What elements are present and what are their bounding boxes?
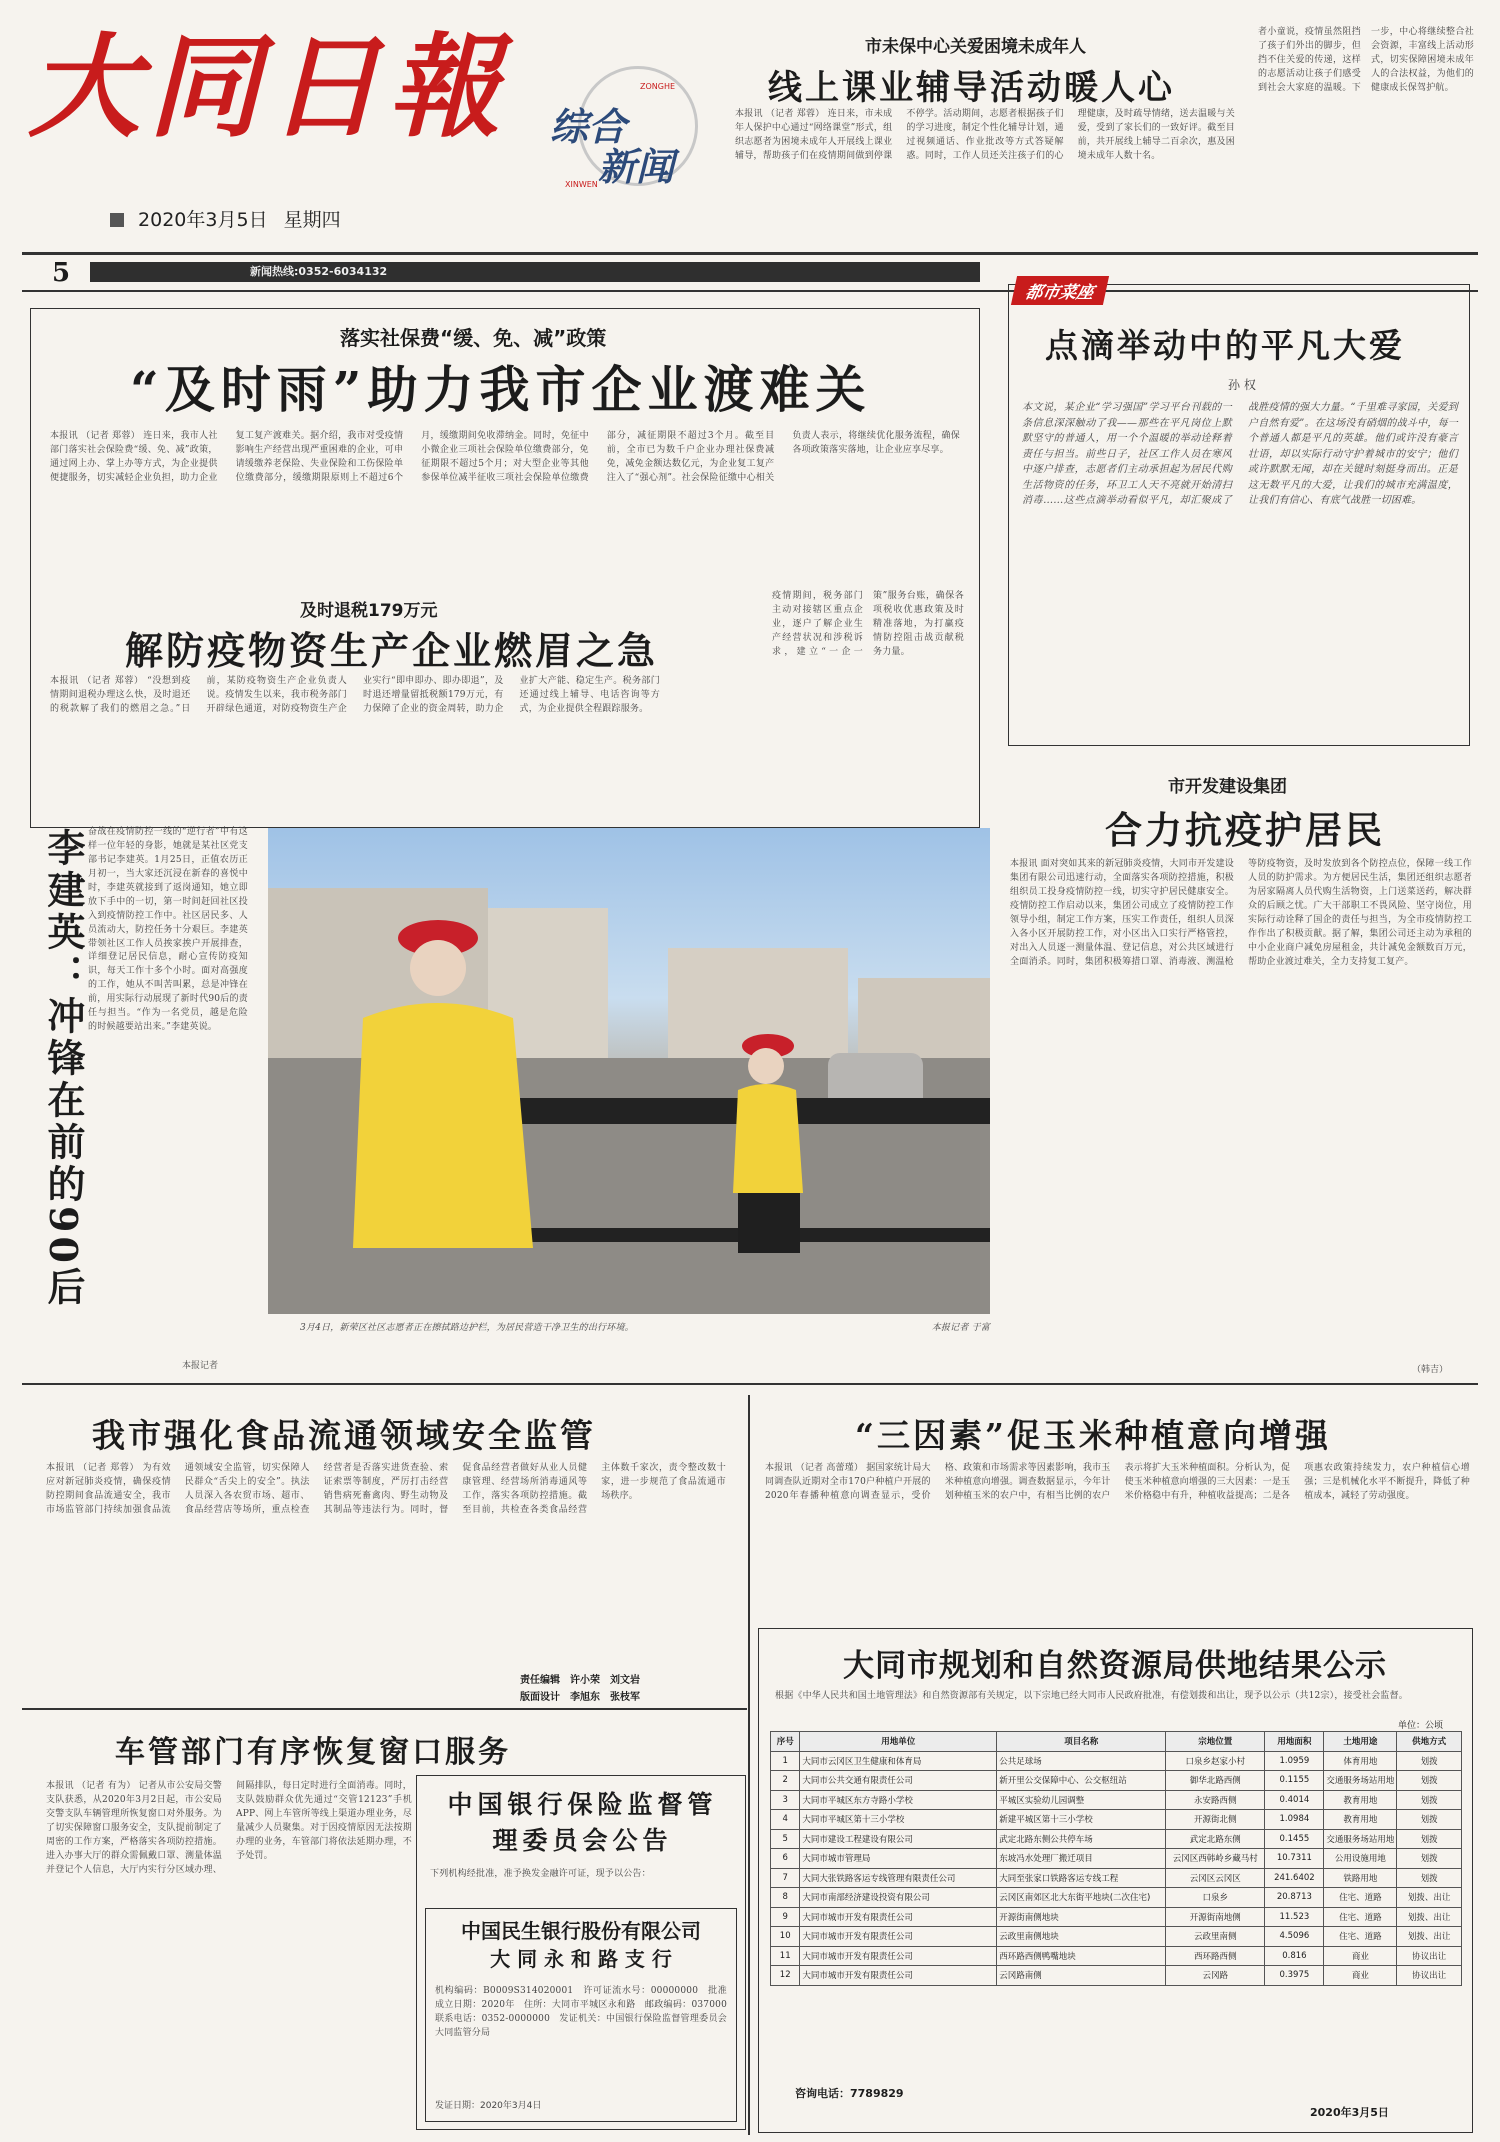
table-cell: 12 <box>771 1966 800 1986</box>
right-article-kicker: 市开发建设集团 <box>1168 777 1287 797</box>
land-table-header: 供地方式 <box>1397 1732 1462 1752</box>
table-cell: 云冈路 <box>1166 1966 1265 1986</box>
land-notice-intro: 根据《中华人民共和国土地管理法》和自然资源部有关规定，以下宗地已经大同市人民政府批准，有偿划拨和出让，现予以公示（共12宗），接受社会监督。 <box>775 1691 1408 1701</box>
table-cell: 云冈区西韩岭乡藏马村 <box>1166 1849 1265 1869</box>
table-cell: 协议出让 <box>1397 1966 1462 1986</box>
notice-cmbc-body: 机构编码：B0009S314020001 许可证流水号：00000000 批准成立日期：2020年 住所：大同市平城区永和路 邮政编码：037000 联系电话：0352-0000000 发证机关：中国银行保险监督管理委员会大同监管分局 <box>435 1986 737 2038</box>
table-cell: 0.4014 <box>1265 1790 1324 1810</box>
table-cell: 武定北路东侧公共停车场 <box>997 1829 1166 1849</box>
land-table-header: 项目名称 <box>997 1732 1166 1752</box>
table-cell: 新建平城区第十三小学校 <box>997 1810 1166 1830</box>
column-author: 孙 权 <box>1228 378 1256 392</box>
section-name-en2: XINWEN <box>565 180 598 189</box>
land-table-header: 土地用途 <box>1324 1732 1397 1752</box>
table-cell: 4 <box>771 1810 800 1830</box>
building-far <box>858 978 990 1058</box>
table-cell: 住宅、道路 <box>1324 1888 1397 1908</box>
top-article-kicker: 市未保中心关爱困境未成年人 <box>865 37 1086 57</box>
right-article-sign: （韩吉） <box>1412 1365 1449 1375</box>
table-cell: 大同市南部经济建设投资有限公司 <box>800 1888 997 1908</box>
table-cell: 大同市平城区第十三小学校 <box>800 1810 997 1830</box>
table-row <box>771 1927 1462 1947</box>
table-cell: 云冈区云冈区 <box>1166 1868 1265 1888</box>
middle-rule <box>22 1383 1478 1385</box>
hotline-text: 新闻热线:0352-6034132 <box>250 265 388 278</box>
table-cell: 武定北路东侧 <box>1166 1829 1265 1849</box>
table-cell: 新开里公交保障中心、公交枢纽站 <box>997 1771 1166 1791</box>
table-cell: 教育用地 <box>1324 1790 1397 1810</box>
table-cell: 教育用地 <box>1324 1810 1397 1830</box>
table-cell: 商业 <box>1324 1966 1397 1986</box>
table-row <box>771 1907 1462 1927</box>
land-notice-date: 2020年3月5日 <box>1310 2106 1389 2119</box>
notice-cbirc-body: 下列机构经批准，准予换发金融许可证，现予以公告： <box>430 1869 651 1879</box>
masthead-rule <box>22 252 1478 255</box>
table-cell: 云冈路南侧 <box>997 1966 1166 1986</box>
table-cell: 0.1155 <box>1265 1771 1324 1791</box>
vertical-story-editor: 本报记者 <box>182 1361 219 1371</box>
masthead-date-row <box>110 205 341 232</box>
table-cell: 大同市建设工程建设有限公司 <box>800 1829 997 1849</box>
photo-credit: 本报记者 于富 <box>931 1323 990 1333</box>
table-cell: 大同市城市开发有限责任公司 <box>800 1966 997 1986</box>
land-table-header: 用地面积 <box>1265 1732 1324 1752</box>
notice-cmbc-title-line2: 大 同 永 和 路 支 行 <box>490 1947 672 1971</box>
page-credits <box>520 1672 640 1706</box>
table-cell: 大同市城市开发有限责任公司 <box>800 1927 997 1947</box>
right-article-headline: 合力抗疫护居民 <box>1105 808 1385 852</box>
table-row <box>771 1810 1462 1830</box>
credit-designer: 版面设计 李旭东 张枝军 <box>520 1692 640 1703</box>
table-cell: 大同市公共交通有限责任公司 <box>800 1771 997 1791</box>
right-article-body: 本报讯 面对突如其来的新冠肺炎疫情，大同市开发建设集团有限公司迅速行动，全面落实各项防控措施，积极组织员工投身疫情防控一线，切实守护居民健康安全。疫情防控工作启动以来，集团公司成立了疫情防控工作领导小组，制定工作方案，压实工作责任，组织人员深入各小区开展防控工作，对小区出入口实行严格管控，对出入人员逐一测量体温、登记信息，对公共区域进行全面消杀。同时，集团积极筹措口罩、消毒液、测温枪等防疫物资，及时发放到各个防控点位，保障一线工作人员的防护需求。为方便居民生活，集团还组织志愿者为居家隔离人员代购生活物资，上门送菜送药，解决群众的后顾之忧。广大干部职工不畏风险、坚守岗位，用实际行动诠释了国企的责任与担当，为全市疫情防控工作作出了积极贡献。据了解，集团公司还主动为承租的中小企业商户减免房屋租金，共计减免金额数百万元，帮助企业渡过难关，全力支持复工复产。 <box>1010 859 1472 967</box>
table-cell: 划拨 <box>1397 1790 1462 1810</box>
table-cell: 大同市城市开发有限责任公司 <box>800 1907 997 1927</box>
table-cell: 划拨、出让 <box>1397 1888 1462 1908</box>
table-cell: 7 <box>771 1868 800 1888</box>
vertical-story-headline: 李建英：冲锋在前的90后 <box>41 828 86 1309</box>
notice-cbirc-title: 中国银行保险监督管理委员会公告 <box>447 1790 718 1856</box>
top-article-body: 本报讯 （记者 郑蓉） 连日来，市未成年人保护中心通过“网络课堂”形式，组织志愿者为困境未成年人开展线上课业辅导，帮助孩子们在疫情期间做到停课不停学。活动期间，志愿者根据孩子们的学习进度，制定个性化辅导计划，通过视频通话、作业批改等方式答疑解惑。同时，工作人员还关注孩子们的心理健康，及时疏导情绪，送去温暖与关爱，受到了家长们的一致好评。截至目前，共开展线上辅导二百余次，惠及困境未成年人数十名。 <box>735 109 1235 161</box>
notice-cmbc-title <box>430 1917 732 1973</box>
table-row <box>771 1868 1462 1888</box>
table-cell: 公用设施用地 <box>1324 1849 1397 1869</box>
table-cell: 西环路西侧 <box>1166 1946 1265 1966</box>
table-row <box>771 1751 1462 1771</box>
table-cell: 划拨 <box>1397 1829 1462 1849</box>
table-cell: 1.0959 <box>1265 1751 1324 1771</box>
table-cell: 平城区实验幼儿园调整 <box>997 1790 1166 1810</box>
issue-weekday: 星期四 <box>283 209 341 231</box>
photo-caption <box>300 1322 990 1366</box>
volunteer1-vest <box>353 1003 533 1248</box>
lead-article-headline: “及时雨”助力我市企业渡难关 <box>130 360 872 419</box>
table-cell: 241.6402 <box>1265 1868 1324 1888</box>
table-cell: 3 <box>771 1790 800 1810</box>
masthead-logo: 大同日報 <box>28 22 508 153</box>
corn-article-body: 本报讯 （记者 高蕾瑾） 据国家统计局大同调查队近期对全市170户种植户开展的2020年春播种植意向调查显示，受价格、政策和市场需求等因素影响，我市玉米种植意向增强。调查数据显示，今年计划种植玉米的农户中，有相当比例的农户表示将扩大玉米种植面积。分析认为，促使玉米种植意向增强的三大因素：一是玉米价格稳中有升，种植收益提高；二是各项惠农政策持续发力，农户种植信心增强；三是机械化水平不断提升，降低了种植成本，减轻了劳动强度。 <box>765 1463 1470 1501</box>
table-cell: 云冈区南郊区北大东街平地块(二次住宅) <box>997 1888 1166 1908</box>
table-cell: 大同市云冈区卫生健康和体育局 <box>800 1751 997 1771</box>
second-article-kicker: 及时退税179万元 <box>300 601 438 621</box>
lead-article-kicker: 落实社保费“缓、免、减”政策 <box>340 326 607 350</box>
corn-article-headline: “三因素”促玉米种植意向增强 <box>855 1416 1331 1455</box>
table-cell: 大同市城市开发有限责任公司 <box>800 1946 997 1966</box>
table-cell: 开源街北侧 <box>1166 1810 1265 1830</box>
table-cell: 10.7311 <box>1265 1849 1324 1869</box>
table-cell: 6 <box>771 1849 800 1869</box>
table-cell: 交通服务场站用地 <box>1324 1829 1397 1849</box>
table-cell: 交通服务场站用地 <box>1324 1771 1397 1791</box>
table-cell: 划拨 <box>1397 1751 1462 1771</box>
table-cell: 西环路西侧鸭嘴地块 <box>997 1946 1166 1966</box>
table-cell: 0.816 <box>1265 1946 1324 1966</box>
land-table-header-row <box>771 1732 1462 1752</box>
section-name-main: 综合 <box>550 105 627 149</box>
vehicle-article-headline: 车管部门有序恢复窗口服务 <box>115 1735 511 1770</box>
table-cell: 划拨 <box>1397 1771 1462 1791</box>
land-notice-title: 大同市规划和自然资源局供地结果公示 <box>843 1648 1387 1684</box>
table-cell: 4.5096 <box>1265 1927 1324 1947</box>
table-cell: 铁路用地 <box>1324 1868 1397 1888</box>
table-cell: 1.0984 <box>1265 1810 1324 1830</box>
land-table-header: 序号 <box>771 1732 800 1752</box>
column-headline: 点滴举动中的平凡大爱 <box>1045 326 1405 365</box>
table-cell: 8 <box>771 1888 800 1908</box>
land-table-header: 宗地位置 <box>1166 1732 1265 1752</box>
table-cell: 东坡冯水处理厂搬迁项目 <box>997 1849 1166 1869</box>
table-cell: 大同大张铁路客运专线管理有限责任公司 <box>800 1868 997 1888</box>
hotline-bar <box>90 262 980 282</box>
table-cell: 开源街南侧地块 <box>997 1907 1166 1927</box>
table-cell: 体育用地 <box>1324 1751 1397 1771</box>
notice-cmbc-title-line1: 中国民生银行股份有限公司 <box>461 1919 701 1943</box>
table-cell: 1 <box>771 1751 800 1771</box>
top-right-column-body: 者小童说，疫情虽然阻挡了孩子们外出的脚步，但挡不住关爱的传递，这样的志愿活动让孩子们感受到社会大家庭的温暖。下一步，中心将继续整合社会资源，丰富线上活动形式，切实保障困境未成年人的合法权益，为他们的健康成长保驾护航。 <box>1258 27 1474 93</box>
table-cell: 9 <box>771 1907 800 1927</box>
page-number: 5 <box>52 258 71 288</box>
table-cell: 口泉乡赵家小村 <box>1166 1751 1265 1771</box>
table-cell: 20.8713 <box>1265 1888 1324 1908</box>
date-square-icon <box>110 213 124 227</box>
table-row <box>771 1849 1462 1869</box>
table-cell: 大同至张家口铁路客运专线工程 <box>997 1868 1166 1888</box>
section-name-sub: 新闻 <box>598 145 675 189</box>
land-notice-table <box>770 1731 1462 1986</box>
table-cell: 云政里南侧 <box>1166 1927 1265 1947</box>
table-row <box>771 1888 1462 1908</box>
food-bottom-rule <box>22 1708 747 1710</box>
table-cell: 5 <box>771 1829 800 1849</box>
table-cell: 御华北路西侧 <box>1166 1771 1265 1791</box>
table-row <box>771 1790 1462 1810</box>
table-cell: 公共足球场 <box>997 1751 1166 1771</box>
table-cell: 划拨、出让 <box>1397 1907 1462 1927</box>
photo-scene <box>268 828 990 1314</box>
table-cell: 大同市平城区东方寺路小学校 <box>800 1790 997 1810</box>
volunteer-photo <box>268 828 990 1314</box>
volunteer1-head <box>410 940 466 996</box>
top-article-headline: 线上课业辅导活动暖人心 <box>768 68 1175 108</box>
photo-caption-text: 3月4日，新荣区社区志愿者正在擦拭路边护栏，为居民营造干净卫生的出行环境。 <box>300 1323 634 1333</box>
volunteer2-skirt <box>738 1193 800 1253</box>
table-cell: 划拨 <box>1397 1849 1462 1869</box>
second-article-body-left: 本报讯 （记者 郑蓉） “没想到疫情期间退税办理这么快，及时退还的税款解了我们的燃眉之急。”日前，某防疫物资生产企业负责人说。疫情发生以来，我市税务部门开辟绿色通道，对防疫物资生产企业实行“即申即办、即办即退”，及时退还增量留抵税额179万元，有力保障了企业的资金周转，助力企业扩大产能、稳定生产。税务部门还通过线上辅导、电话咨询等方式，为企业提供全程跟踪服务。 <box>50 676 660 714</box>
second-article-headline: 解防疫物资生产企业燃眉之急 <box>125 628 659 673</box>
table-cell: 10 <box>771 1927 800 1947</box>
food-article-headline: 我市强化食品流通领域安全监管 <box>92 1416 596 1455</box>
land-notice-hotline: 咨询电话：7789829 <box>795 2087 904 2100</box>
table-cell: 11 <box>771 1946 800 1966</box>
land-notice-unit: 单位：公顷 <box>1398 1721 1444 1731</box>
column-body: 本文说，某企业“学习强国”学习平台刊载的一条信息深深触动了我——那些在平凡岗位上默默坚守的普通人，用一个个温暖的举动诠释着责任与担当。前些日子，社区工作人员在寒风中逐户排查，志愿者们主动承担起为居民代购生活物资的任务，环卫工人天不亮就开始清扫消毒……这些点滴举动看似平凡，却汇聚成了战胜疫情的强大力量。“千里难寻家园，关爱到户自然有爱”。在这场没有硝烟的战斗中，每一个普通人都是平凡的英雄。他们或许没有豪言壮语，却以实际行动守护着城市的安宁；他们或许默默无闻，却在关键时刻挺身而出。正是这无数平凡的大爱，让我们的城市充满温度，让我们有信心、有底气战胜一切困难。 <box>1022 402 1458 506</box>
table-cell: 协议出让 <box>1397 1946 1462 1966</box>
table-cell: 2 <box>771 1771 800 1791</box>
table-cell: 0.1455 <box>1265 1829 1324 1849</box>
table-cell: 口泉乡 <box>1166 1888 1265 1908</box>
second-article-body-right: 疫情期间，税务部门主动对接辖区重点企业，逐户了解企业生产经营状况和涉税诉求，建立“一企一策”服务台账，确保各项税收优惠政策及时精准落地，为打赢疫情防控阻击战贡献税务力量。 <box>772 591 964 657</box>
table-cell: 商业 <box>1324 1946 1397 1966</box>
table-cell: 开源街南地侧 <box>1166 1907 1265 1927</box>
land-table-header: 用地单位 <box>800 1732 997 1752</box>
notice-cmbc-footer: 发证日期：2020年3月4日 <box>435 2101 542 2111</box>
table-cell: 划拨 <box>1397 1810 1462 1830</box>
table-cell: 11.523 <box>1265 1907 1324 1927</box>
table-cell: 云政里南侧地块 <box>997 1927 1166 1947</box>
issue-date: 2020年3月5日 <box>138 209 268 231</box>
table-cell: 0.3975 <box>1265 1966 1324 1986</box>
table-row <box>771 1771 1462 1791</box>
food-article-body: 本报讯 （记者 郑蓉） 为有效应对新冠肺炎疫情，确保疫情防控期间食品流通安全，我市市场监管部门持续加强食品流通领域安全监管，切实保障人民群众“舌尖上的安全”。执法人员深入各农贸市场、超市、食品经营店等场所，重点检查经营者是否落实进货查验、索证索票等制度，严厉打击经营销售病死畜禽肉、野生动物及其制品等违法行为。同时，督促食品经营者做好从业人员健康管理、经营场所消毒通风等工作，落实各项防控措施。截至目前，共检查各类食品经营主体数千家次，责令整改数十家，进一步规范了食品流通市场秩序。 <box>46 1463 726 1515</box>
volunteer2-head <box>748 1048 784 1084</box>
vertical-story-body: 奋战在疫情防控一线的“逆行者”中有这样一位年轻的身影，她就是某社区党支部书记李建英。1月25日，正值农历正月初一，当大家还沉浸在新春的喜悦中时，李建英就接到了返岗通知，她立即放下手中的一切，第一时间赶回社区投入到疫情防控工作中。社区居民多、人员流动大，防控任务十分艰巨。李建英带领社区工作人员挨家挨户开展排查，详细登记居民信息，耐心宣传防疫知识，每天工作十多个小时。面对高强度的工作，她从不叫苦叫累，总是冲锋在前，用实际行动展现了新时代90后的责任与担当。“作为一名党员，越是危险的时候越要站出来。”李建英说。 <box>88 827 248 1033</box>
table-row <box>771 1966 1462 1986</box>
section-name-en1: ZONGHE <box>640 82 676 91</box>
left-right-divider <box>748 1395 750 2135</box>
table-cell: 大同市城市管理局 <box>800 1849 997 1869</box>
vehicle-article-body: 本报讯 （记者 有为） 记者从市公安局交警支队获悉，从2020年3月2日起，市公安局交警支队车辆管理所恢复窗口对外服务。为了切实保障窗口服务安全，支队提前制定了周密的工作方案，严格落实各项防控措施。进入办事大厅的群众需佩戴口罩、测量体温并登记个人信息，大厅内实行分区域办理、间隔排队，每日定时进行全面消毒。同时，支队鼓励群众优先通过“交管12123”手机APP、网上车管所等线上渠道办理业务，尽量减少人员聚集。对于因疫情原因无法按期办理的业务，车管部门将依法延期办理，不予处罚。 <box>46 1781 412 1875</box>
table-cell: 划拨、出让 <box>1397 1927 1462 1947</box>
table-cell: 永安路西侧 <box>1166 1790 1265 1810</box>
volunteer2-vest <box>733 1084 803 1193</box>
table-cell: 住宅、道路 <box>1324 1907 1397 1927</box>
lead-article-body: 本报讯 （记者 郑蓉） 连日来，我市人社部门落实社会保险费“缓、免、减”政策，通过网上办、掌上办等方式，为企业提供便捷服务，切实减轻企业负担，助力企业复工复产渡难关。据介绍，我市对受疫情影响生产经营出现严重困难的企业，可申请缓缴养老保险、失业保险和工伤保险单位缴费部分，缓缴期限原则上不超过6个月，缓缴期间免收滞纳金。同时，免征中小微企业三项社会保险单位缴费部分，免征期限不超过5个月；对大型企业等其他参保单位减半征收三项社会保险单位缴费部分，减征期限不超过3个月。截至目前，全市已为数千户企业办理社保费减免，减免金额达数亿元，为企业复工复产注入了“强心剂”。社会保险征缴中心相关负责人表示，将继续优化服务流程，确保各项政策落实落地，让企业应享尽享。 <box>50 431 960 483</box>
column-badge: 都市菜座 <box>1011 276 1109 305</box>
table-row <box>771 1946 1462 1966</box>
table-row <box>771 1829 1462 1849</box>
table-cell: 划拨 <box>1397 1868 1462 1888</box>
section-seal <box>540 60 715 190</box>
table-cell: 住宅、道路 <box>1324 1927 1397 1947</box>
credit-editor: 责任编辑 许小荣 刘文岩 <box>520 1675 640 1686</box>
